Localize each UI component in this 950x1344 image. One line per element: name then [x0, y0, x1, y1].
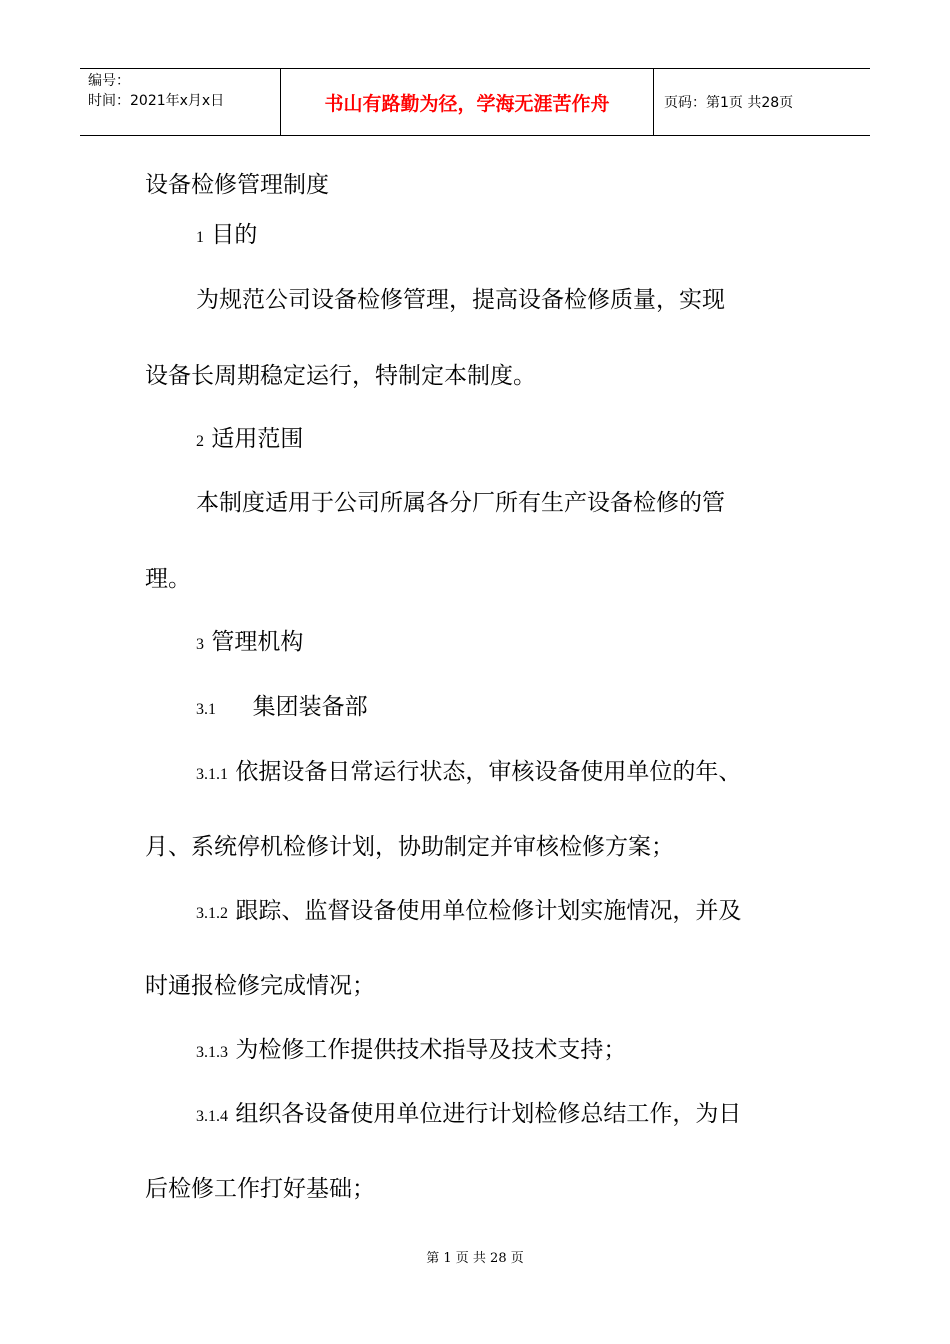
- header-slogan: 书山有路勤为径，学海无涯苦作舟: [281, 69, 654, 135]
- subsection-number: 3.1: [196, 701, 216, 718]
- item-number: 3.1.2: [196, 905, 228, 922]
- header-page-info: 页码：第1页 共28页: [664, 95, 794, 111]
- item-number: 3.1.4: [196, 1108, 228, 1125]
- paragraph-line: 月、系统停机检修计划，协助制定并审核检修方案；: [145, 834, 674, 860]
- document-time-label: 时间：2021年x月x日: [88, 93, 225, 109]
- subsection-3-1-heading: [196, 692, 368, 725]
- section-number: 1: [196, 229, 204, 246]
- item-3-1-3: [196, 1035, 626, 1068]
- item-3-1-2: [196, 896, 741, 929]
- section-number: 3: [196, 636, 204, 653]
- item-text: 组织各设备使用单位进行计划检修总结工作，为日: [235, 1101, 742, 1127]
- header-meta: [80, 69, 281, 135]
- section-3-heading: [196, 627, 303, 660]
- subsection-title: 集团装备部: [252, 694, 368, 720]
- section-2-heading: [196, 424, 303, 457]
- section-number: 2: [196, 433, 204, 450]
- item-text: 跟踪、监督设备使用单位检修计划实施情况，并及: [235, 898, 742, 924]
- document-header: [80, 68, 870, 136]
- paragraph-line: 设备长周期稳定运行，特制定本制度。: [145, 363, 536, 389]
- page-footer: 第 1 页 共 28 页: [426, 1251, 524, 1266]
- paragraph-line: 时通报检修完成情况；: [145, 973, 375, 999]
- item-number: 3.1.3: [196, 1044, 228, 1061]
- section-title: 目的: [211, 222, 258, 248]
- section-title: 适用范围: [211, 426, 304, 452]
- item-text: 为检修工作提供技术指导及技术支持；: [235, 1037, 627, 1063]
- document-title: 设备检修管理制度: [145, 172, 329, 198]
- paragraph-line: 本制度适用于公司所属各分厂所有生产设备检修的管: [196, 490, 725, 516]
- item-3-1-4: [196, 1099, 741, 1132]
- item-number: 3.1.1: [196, 766, 228, 783]
- paragraph-line: 理。: [145, 566, 191, 592]
- item-text: 依据设备日常运行状态，审核设备使用单位的年、: [235, 759, 742, 785]
- section-title: 管理机构: [211, 629, 304, 655]
- item-3-1-1: [196, 757, 741, 790]
- paragraph-line: 为规范公司设备检修管理，提高设备检修质量，实现: [196, 287, 725, 313]
- section-1-heading: [196, 220, 257, 253]
- paragraph-line: 后检修工作打好基础；: [145, 1176, 375, 1202]
- document-number-label: 编号：: [88, 73, 130, 89]
